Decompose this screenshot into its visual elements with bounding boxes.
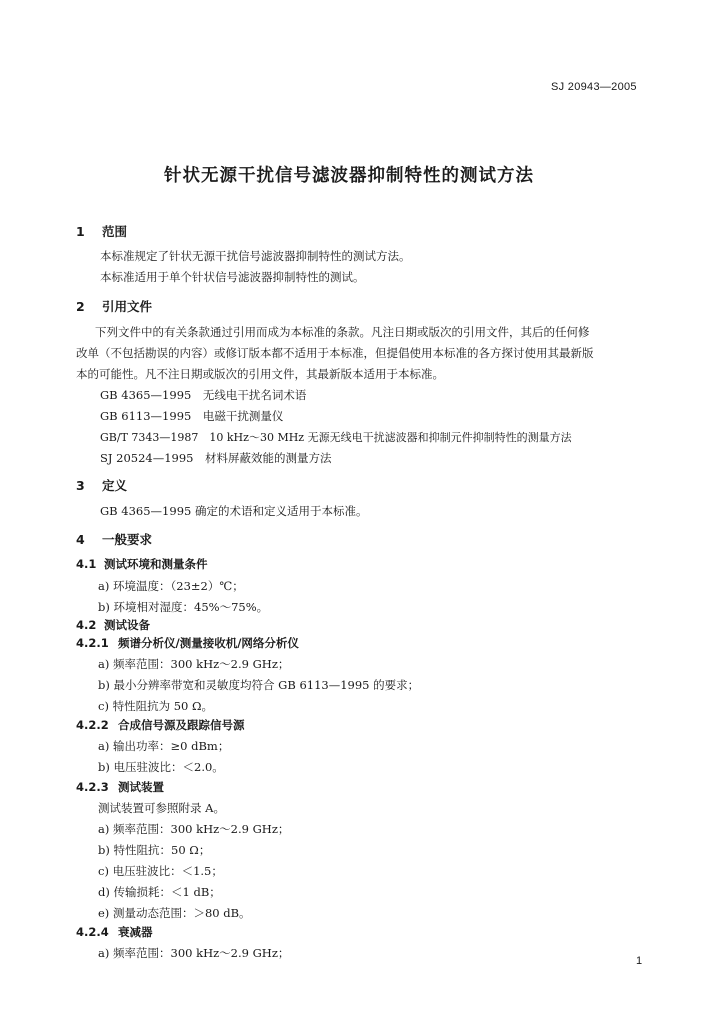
paragraph-line: 下列文件中的有关条款通过引用而成为本标准的条款。凡注日期或版次的引用文件，其后的任何修 [95,325,590,339]
subsection-title: 测试环境和测量条件 [104,557,208,571]
paragraph: GB 4365—1995 确定的术语和定义适用于本标准。 [100,504,368,518]
reference-item: GB/T 7343—1987 10 kHz～30 MHz 无源无线电干扰滤波器和抑制元件抑制特性的测量方法 [100,431,572,444]
section-1-heading [76,222,127,240]
list-item: c) 电压驻波比：＜1.5； [98,864,223,878]
list-item: b) 最小分辨率带宽和灵敏度均符合 GB 6113—1995 的要求； [98,678,420,692]
subsection-number: 4.2 [76,618,97,632]
paragraph: 本标准适用于单个针状信号滤波器抑制特性的测试。 [100,270,365,284]
subsection-number: 4.2.1 [76,636,109,650]
subsection-4-2-1-heading [76,635,299,651]
subsection-number: 4.2.4 [76,925,109,939]
subsection-title: 频谱分析仪/测量接收机/网络分析仪 [118,636,299,650]
list-item: c) 特性阻抗为 50 Ω。 [98,699,214,713]
list-item: d) 传输损耗：＜1 dB； [98,885,221,899]
subsection-4-1-heading [76,556,208,572]
subsection-number: 4.2.2 [76,718,109,732]
subsection-title: 衰减器 [118,925,153,939]
section-title: 定义 [102,478,128,493]
reference-item: GB 4365—1995 无线电干扰名词术语 [100,388,307,402]
list-item: b) 环境相对湿度：45%～75%。 [98,600,269,614]
standard-code: SJ 20943—2005 [551,81,637,93]
list-item: b) 电压驻波比：＜2.0。 [98,760,224,774]
section-number: 2 [76,299,85,314]
section-3-heading [76,476,127,494]
paragraph: 本标准规定了针状无源干扰信号滤波器抑制特性的测试方法。 [100,249,411,263]
subsection-4-2-2-heading [76,717,245,733]
section-title: 引用文件 [102,299,153,314]
reference-item: GB 6113—1995 电磁干扰测量仪 [100,409,284,423]
list-item: b) 特性阻抗：50 Ω； [98,843,211,857]
paragraph-line: 本的可能性。凡不注日期或版次的引用文件，其最新版本适用于本标准。 [76,367,444,381]
subsection-number: 4.2.3 [76,780,109,794]
list-item: a) 环境温度：（23±2）℃； [98,579,244,593]
list-item: a) 输出功率：≥0 dBm； [98,739,230,753]
list-item: a) 频率范围：300 kHz～2.9 GHz； [98,657,290,671]
subsection-number: 4.1 [76,557,97,571]
list-item: a) 频率范围：300 kHz～2.9 GHz； [98,822,290,836]
paragraph-line: 改单（不包括勘误的内容）或修订版本都不适用于本标准，但提倡使用本标准的各方探讨使用其最新版 [76,346,594,360]
list-item: e) 测量动态范围：＞80 dB。 [98,906,251,920]
page-title: 针状无源干扰信号滤波器抑制特性的测试方法 [164,166,534,186]
subsection-title: 测试设备 [104,618,150,632]
subsection-4-2-4-heading [76,924,153,940]
section-2-heading [76,297,152,315]
subsection-title: 测试装置 [118,780,164,794]
section-title: 范围 [102,224,128,239]
reference-item: SJ 20524—1995 材料屏蔽效能的测量方法 [100,451,332,465]
subsection-4-2-3-heading [76,779,164,795]
section-number: 1 [76,224,85,239]
page-number: 1 [636,955,643,967]
section-number: 3 [76,478,85,493]
section-title: 一般要求 [102,532,153,547]
section-4-heading [76,530,152,548]
subsection-title: 合成信号源及跟踪信号源 [118,718,245,732]
section-number: 4 [76,532,85,547]
list-item: a) 频率范围：300 kHz～2.9 GHz； [98,946,290,960]
paragraph: 测试装置可参照附录 A。 [98,801,225,815]
subsection-4-2-heading [76,617,150,633]
